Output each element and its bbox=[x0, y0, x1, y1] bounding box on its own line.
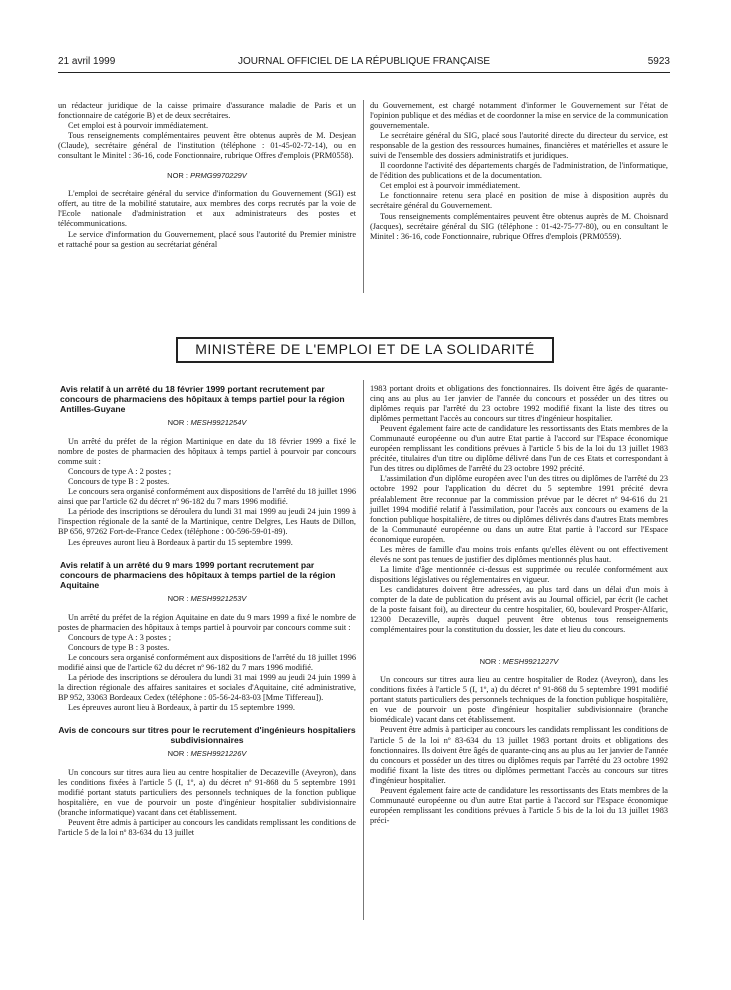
paragraph: La période des inscriptions se déroulera du lundi 31 mai 1999 au jeudi 24 juin 1999 à la direction régionale des affaires sanitaires et sociales d'Aquitaine, cité administrative, BP 952, 33063 Bordeaux Cedex (téléphone : 05-56-24-83-03 [Mme Tiffereau]). bbox=[58, 672, 356, 702]
paragraph: Peuvent également faire acte de candidature les ressortissants des Etats membres de la Communauté européenne ou d'un autre Etat partie à l'accord sur l'Espace économique européen remplissant les conditions prévues à l'article 5 bis de la loi du 13 juillet 1983 préci- bbox=[370, 785, 668, 825]
paragraph: Un concours sur titres aura lieu au centre hospitalier de Rodez (Aveyron), dans les conditions fixées à l'article 5 (I, 1º, a) du décret nº 91-868 du 5 septembre 1991 modifié portant statuts particuliers des personnels techniques de la fonction publique hospitalière, en vue de pourvoir un poste d'ingénieur hospitalier subdivisionnaire (branche biomédicale) vacant dans cet établissement. bbox=[370, 675, 668, 725]
nor-label: NOR : bbox=[167, 749, 189, 759]
paragraph: Peuvent également faire acte de candidature les ressortissants des Etats membres de la Communauté européenne ou d'un autre Etat partie à l'accord sur l'Espace économique européen remplissant les conditions prévues à l'article 5 bis de la loi du 13 juillet 1983 précitée, titulaires d'un titre ou diplôme délivré dans l'un de ces Etats et correspondant à l'un des titres ou diplômes de l'arrêté du 23 octobre 1992 précité. bbox=[370, 424, 668, 474]
paragraph: Le concours sera organisé conformément aux dispositions de l'arrêté du 18 juillet 1996 ainsi que par l'article 62 du décret nº 96-182 du 7 mars 1996 modifié. bbox=[58, 487, 356, 507]
notice-title: Avis de concours sur titres pour le recrutement d'ingénieurs hospitaliers subdivisionnaires bbox=[58, 725, 356, 746]
nor-code: PRMG9970229V bbox=[190, 171, 247, 181]
paragraph: Tous renseignements complémentaires peuvent être obtenus auprès de M. Desjean (Claude), secrétaire général de l'institution (téléphone : 01-45-02-72-14), ou en consultant le Minitel : 36-16, code Fonctionnaire, rubrique Offres d'emplois (PRM0558). bbox=[58, 131, 356, 161]
paragraph: Peuvent être admis à participer au concours les candidats remplissant les conditions de l'article 5 de la loi nº 83-634 du 13 juillet 1983 portant droits et obligations des fonctionnaires. Ils doivent être âgés de quarante-cinq ans au plus au 1er janvier de l'année du concours et posséder un des titres ou diplômes requis par l'arrêté du 23 octobre 1992 modifié fixant la liste des titres ou diplômes permettant l'accès au concours sur titres d'ingénieur hospitalier. bbox=[370, 725, 668, 785]
paragraph: Le concours sera organisé conformément aux dispositions de l'arrêté du 18 juillet 1996 modifié ainsi que de l'article 62 du décret nº 96-182 du 7 mars 1996 modifié. bbox=[58, 652, 356, 672]
column-divider bbox=[363, 380, 364, 920]
spacer bbox=[370, 635, 668, 647]
list-item: Concours de type A : 2 postes ; bbox=[68, 467, 172, 477]
top-left-column bbox=[58, 101, 356, 250]
nor-reference bbox=[370, 657, 668, 667]
journal-title: JOURNAL OFFICIEL DE LA RÉPUBLIQUE FRANÇAISE bbox=[237, 56, 491, 67]
nor-code: MESH9921226V bbox=[190, 749, 247, 759]
paragraph: du Gouvernement, est chargé notamment d'informer le Gouvernement sur l'état de l'opinion publique et des médias et de coordonner la mise en service de la communication gouvernementale. bbox=[370, 101, 668, 131]
nor-reference bbox=[58, 749, 356, 759]
paragraph: Le secrétaire général du SIG, placé sous l'autorité directe du directeur du service, est responsable de la gestion des ressources humaines, financières et matérielles et assure le suivi de l'ensemble des dossiers administratifs et juridiques. bbox=[370, 131, 668, 161]
nor-label: NOR : bbox=[167, 171, 189, 181]
paragraph: un rédacteur juridique de la caisse primaire d'assurance maladie de Paris et un fonctionnaire de catégorie B) et de deux secrétaires. bbox=[58, 101, 356, 121]
paragraph: Il coordonne l'activité des départements chargés de l'administration, de l'informatique, de l'édition des publications et de la documentation. bbox=[370, 161, 668, 181]
nor-reference bbox=[58, 171, 356, 181]
paragraph: Les épreuves auront lieu à Bordeaux, à partir du 15 septembre 1999. bbox=[68, 703, 295, 713]
paragraph: La limite d'âge mentionnée ci-dessus est supprimée ou reculée conformément aux dispositions législatives ou réglementaires en vigueur. bbox=[370, 564, 668, 584]
nor-reference bbox=[58, 418, 356, 428]
running-header bbox=[58, 56, 670, 70]
paragraph: Peuvent être admis à participer au concours les candidats remplissant les conditions de l'article 5 de la loi nº 83-634 du 13 juillet bbox=[58, 818, 356, 838]
list-item: Concours de type B : 2 postes. bbox=[68, 477, 170, 487]
paragraph: 1983 portant droits et obligations des fonctionnaires. Ils doivent être âgés de quarante-cinq ans au plus au 1er janvier de l'année du concours et posséder un des titres ou diplômes requis par l'arrêté du 23 octobre 1992 modifié fixant la liste des titres ou diplômes permettant l'accès au concours sur titres d'ingénieur hospitalier. bbox=[370, 384, 668, 424]
header-rule bbox=[58, 72, 670, 73]
notice-title: Avis relatif à un arrêté du 9 mars 1999 portant recrutement par concours de pharmaciens des hôpitaux à temps partiel de la région Aquitaine bbox=[60, 559, 336, 590]
nor-code: MESH9921253V bbox=[190, 593, 247, 603]
top-right-column bbox=[370, 101, 668, 242]
paragraph: Tous renseignements complémentaires peuvent être obtenus auprès de M. Choisnard (Jacques), secrétaire général du SIG (téléphone : 01-42-75-77-80), ou en consultant le Minitel : 36-16, code Fonctionnaire, rubrique Offres d'emplois (PRM0559). bbox=[370, 211, 668, 241]
paragraph: Un arrêté du préfet de la région Martinique en date du 18 février 1999 a fixé le nombre de postes de pharmacien des hôpitaux à temps partiel à pourvoir par concours comme suit : bbox=[58, 437, 356, 467]
list-item: Concours de type B : 3 postes. bbox=[68, 642, 170, 652]
spacer bbox=[58, 548, 356, 560]
paragraph: L'assimilation d'un diplôme européen avec l'un des titres ou diplômes de l'arrêté du 23 octobre 1992 pour l'application du décret du 5 septembre 1991 précité devra préalablement être reconnue par la commission prévue par le décret nº 94-616 du 21 juillet 1994 modifié relatif à l'assimilation, pour l'accès aux concours ou examens de la fonction publique hospitalière, de titres ou diplômes délivrés dans d'autres Etats membres de la Communauté européenne ou dans un autre Etat partie à l'accord sur l'Espace économique européen. bbox=[370, 474, 668, 544]
paragraph: Un concours sur titres aura lieu au centre hospitalier de Decazeville (Aveyron), dans les conditions fixées à l'article 5 (I, 1º, a) du décret nº 91-868 du 5 septembre 1991 modifié portant statuts particuliers des personnels techniques de la fonction publique hospitalière, en vue de pourvoir un poste d'ingénieur hospitalier subdivisionnaire (branche informatique) vacant dans cet établissement. bbox=[58, 768, 356, 818]
paragraph: Les épreuves auront lieu à Bordeaux à partir du 15 septembre 1999. bbox=[68, 537, 293, 547]
paragraph: L'emploi de secrétaire général du service d'information du Gouvernement (SGI) est offert, au titre de la mobilité statutaire, aux membres des corps recrutés par la voie de l'Ecole nationale d'administration et aux administrateurs des postes et télécommunications. bbox=[58, 189, 356, 229]
nor-code: MESH9921254V bbox=[190, 418, 247, 427]
nor-label: NOR : bbox=[167, 418, 189, 427]
issue-date: 21 avril 1999 bbox=[58, 56, 116, 67]
spacer bbox=[58, 713, 356, 725]
page-number: 5923 bbox=[647, 56, 670, 67]
nor-label: NOR : bbox=[479, 657, 501, 667]
nor-label: NOR : bbox=[167, 593, 189, 603]
paragraph: Cet emploi est à pourvoir immédiatement. bbox=[380, 181, 521, 191]
paragraph: Les mères de famille d'au moins trois enfants qu'elles élèvent ou ont effectivement élevés ne sont pas tenues de justifier des diplômes mentionnés plus haut. bbox=[370, 544, 668, 564]
list-item: Concours de type A : 3 postes ; bbox=[68, 632, 172, 642]
paragraph: Le fonctionnaire retenu sera placé en position de mise à disposition auprès du secrétaire général du Gouvernement. bbox=[370, 191, 668, 211]
nor-reference bbox=[58, 594, 356, 604]
paragraph: Cet emploi est à pourvoir immédiatement. bbox=[68, 121, 209, 131]
paragraph: La période des inscriptions se déroulera du lundi 31 mai 1999 au jeudi 24 juin 1999 à l'inspection régionale de la santé de la Martinique, centre Delgres, Les Hauts de Dillon, BP 656, 97262 Fort-de-France Cedex (téléphone : 00-596-59-01-89). bbox=[58, 507, 356, 537]
paragraph: Un arrêté du préfet de la région Aquitaine en date du 9 mars 1999 a fixé le nombre de postes de pharmacien des hôpitaux à temps partiel à pourvoir par concours comme suit : bbox=[58, 612, 356, 632]
bottom-left-column bbox=[58, 384, 356, 838]
nor-code: MESH9921227V bbox=[502, 657, 559, 667]
paragraph: Le service d'information du Gouvernement, placé sous l'autorité du Premier ministre et rattaché pour sa gestion au secrétariat général bbox=[58, 229, 356, 249]
column-divider bbox=[363, 100, 364, 293]
bottom-right-column bbox=[370, 384, 668, 826]
ministry-heading: MINISTÈRE DE L'EMPLOI ET DE LA SOLIDARITÉ bbox=[176, 337, 554, 363]
notice-title: Avis relatif à un arrêté du 18 février 1999 portant recrutement par concours de pharmaciens des hôpitaux à temps partiel pour la région Antilles-Guyane bbox=[60, 384, 345, 414]
paragraph: Les candidatures doivent être adressées, au plus tard dans un délai d'un mois à compter de la date de publication du présent avis au Journal officiel, par écrit (le cachet de la poste faisant foi), au directeur du centre hospitalier, 60, boulevard Prosper-Alfaric, 12300 Decazeville, auprès duquel peuvent être obtenus tous renseignements complémentaires pour la constitution du dossier, les date et lieu du concours. bbox=[370, 584, 668, 635]
